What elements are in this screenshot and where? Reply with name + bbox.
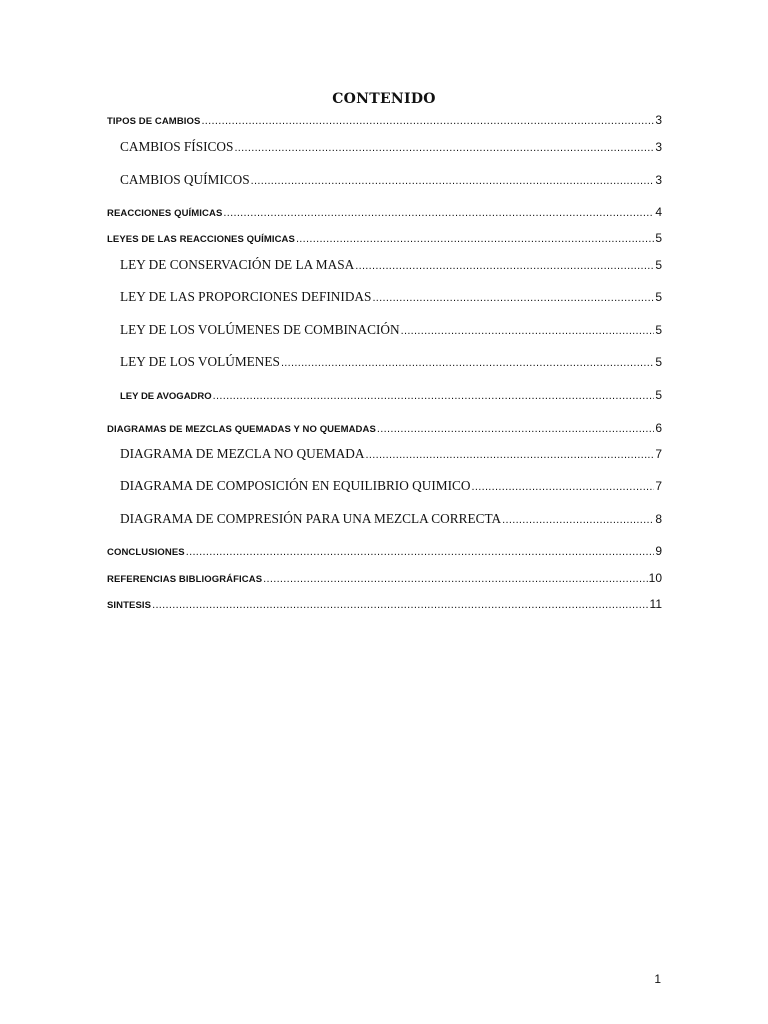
toc-entry-label: CAMBIOS FÍSICOS xyxy=(120,139,234,154)
toc-entry-diagramas-mezclas[interactable] xyxy=(107,421,662,435)
dot-leader xyxy=(377,424,654,435)
dot-leader xyxy=(263,574,648,585)
toc-entry-page: 4 xyxy=(655,205,662,219)
dot-leader xyxy=(355,261,654,272)
toc-entry-page: 5 xyxy=(655,258,662,272)
toc-entry-page: 7 xyxy=(655,479,662,493)
toc-entry-page: 10 xyxy=(648,571,662,585)
page-number: 1 xyxy=(654,972,661,986)
toc-entry-volumenes-combinacion[interactable] xyxy=(120,322,662,338)
dot-leader xyxy=(296,234,654,245)
toc-entry-label: SINTESIS xyxy=(107,600,152,611)
dot-leader xyxy=(234,143,654,154)
toc-entry-page: 5 xyxy=(655,355,662,369)
toc-entry-reacciones-quimicas[interactable] xyxy=(107,205,662,219)
dot-leader xyxy=(152,600,648,611)
toc-entry-leyes-reacciones[interactable] xyxy=(107,231,662,245)
toc-entry-page: 7 xyxy=(655,447,662,461)
toc-entry-label: REACCIONES QUÍMICAS xyxy=(107,208,223,219)
dot-leader xyxy=(223,208,654,219)
toc-entry-label: LEY DE LAS PROPORCIONES DEFINIDAS xyxy=(120,289,372,304)
toc-entry-page: 11 xyxy=(649,597,662,611)
dot-leader xyxy=(366,450,655,461)
toc-entry-cambios-quimicos[interactable] xyxy=(120,172,662,188)
toc-entry-label: LEYES DE LAS REACCIONES QUÍMICAS xyxy=(107,234,295,245)
toc-entry-page: 3 xyxy=(655,173,662,187)
toc-entry-label: LEY DE LOS VOLÚMENES xyxy=(120,354,280,369)
toc-entry-label: CONCLUSIONES xyxy=(107,547,185,558)
toc-entry-page: 3 xyxy=(655,113,662,127)
toc-entry-page: 5 xyxy=(655,388,662,402)
toc-entry-referencias[interactable] xyxy=(107,571,662,585)
toc-title: CONTENIDO xyxy=(332,91,436,107)
toc-entry-mezcla-no-quemada[interactable] xyxy=(120,446,662,462)
toc-entry-label: CAMBIOS QUÍMICOS xyxy=(120,172,250,187)
toc-entry-page: 5 xyxy=(655,323,662,337)
toc-entry-label: LEY DE CONSERVACIÓN DE LA MASA xyxy=(120,257,355,272)
dot-leader xyxy=(251,176,655,187)
toc-entry-label: DIAGRAMAS DE MEZCLAS QUEMADAS Y NO QUEMADAS xyxy=(107,424,376,435)
toc-entry-label: TIPOS DE CAMBIOS xyxy=(107,116,201,127)
toc-entry-label: LEY DE LOS VOLÚMENES DE COMBINACIÓN xyxy=(120,322,400,337)
toc-entry-page: 5 xyxy=(655,290,662,304)
toc-entry-label: DIAGRAMA DE COMPOSICIÓN EN EQUILIBRIO QUIMICO xyxy=(120,478,471,493)
dot-leader xyxy=(372,293,654,304)
toc-entry-tipos-de-cambios[interactable] xyxy=(107,113,662,127)
toc-entry-page: 3 xyxy=(655,140,662,154)
dot-leader xyxy=(201,116,654,127)
toc-entry-conservacion-masa[interactable] xyxy=(120,257,662,273)
toc-entry-page: 8 xyxy=(655,512,662,526)
toc-entry-label: DIAGRAMA DE COMPRESIÓN PARA UNA MEZCLA CORRECTA xyxy=(120,511,502,526)
dot-leader xyxy=(213,391,655,402)
dot-leader xyxy=(186,547,655,558)
toc-entry-equilibrio-quimico[interactable] xyxy=(120,478,662,494)
toc-entry-label: LEY DE AVOGADRO xyxy=(120,391,212,402)
toc-entry-page: 9 xyxy=(655,544,662,558)
toc-entry-label: REFERENCIAS BIBLIOGRÁFICAS xyxy=(107,574,263,585)
toc-entry-conclusiones[interactable] xyxy=(107,544,662,558)
toc-entry-page: 6 xyxy=(655,421,662,435)
toc-entry-sintesis[interactable] xyxy=(107,597,662,611)
dot-leader xyxy=(502,515,654,526)
toc-entry-avogadro[interactable] xyxy=(120,388,662,402)
toc-entry-page: 5 xyxy=(655,231,662,245)
dot-leader xyxy=(472,482,655,493)
toc-entry-label: DIAGRAMA DE MEZCLA NO QUEMADA xyxy=(120,446,365,461)
toc-entry-cambios-fisicos[interactable] xyxy=(120,139,662,155)
toc-entry-proporciones-definidas[interactable] xyxy=(120,289,662,305)
toc-entry-volumenes[interactable] xyxy=(120,354,662,370)
dot-leader xyxy=(401,326,655,337)
dot-leader xyxy=(281,358,654,369)
toc-entry-compresion-mezcla[interactable] xyxy=(120,511,662,527)
